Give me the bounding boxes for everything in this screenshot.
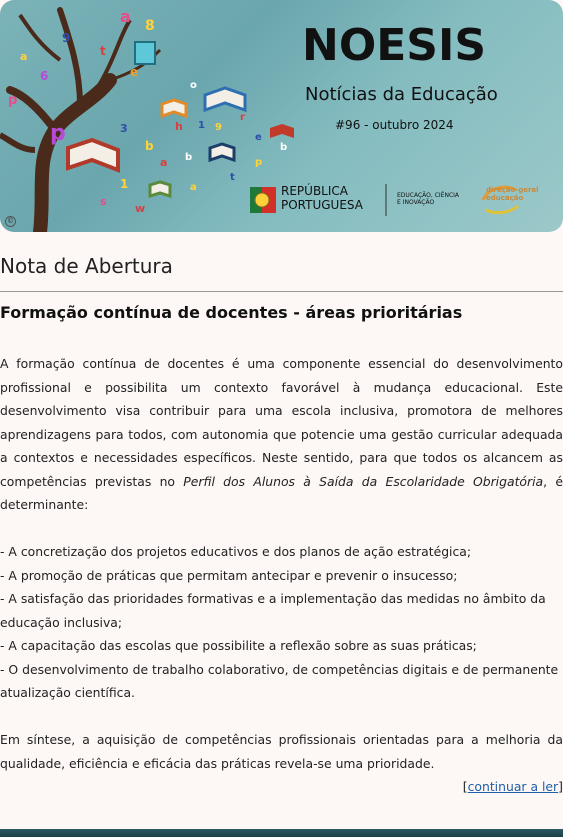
header-banner — [0, 0, 563, 232]
section-title: Nota de Abertura — [0, 254, 173, 278]
read-more: [continuar a ler] — [462, 779, 563, 794]
svg-text:t: t — [230, 172, 235, 183]
book-navy-icon — [210, 144, 234, 160]
svg-text:6: 6 — [40, 69, 49, 83]
svg-text:o: o — [190, 80, 197, 91]
bullet-item: - O desenvolvimento de trabalho colaborativo, de competências digitais e de permanente atualização científica. — [0, 661, 559, 700]
book-orange-icon — [162, 100, 186, 116]
article-body — [0, 352, 563, 799]
portugal-arms-logo — [250, 187, 276, 213]
bullet-item: - A concretização dos projetos educativos e dos planos de ação estratégica; — [0, 544, 472, 559]
svg-text:1: 1 — [198, 120, 205, 131]
svg-text:p: p — [8, 93, 18, 108]
book-red-icon — [68, 140, 118, 170]
svg-text:1: 1 — [120, 177, 129, 191]
newsletter-title: NOESIS — [302, 20, 487, 71]
svg-text:b: b — [145, 139, 154, 153]
article-intro: A formação contínua de docentes é uma componente essencial do desenvolvimento profissional e possibilita um contexto favorável à mudança educacional. Este desenvolvimento visa contribuir para uma escola inclusiva, promotora de melhores aprendizagens para todos, com autonomia que potencie uma gestão curricular adequada a contextos e necessidades específicos. Neste sentido, para que todos os alcancem as competências previstas no Perfil dos Alunos à Saída da Escolaridade Obrigatória, é determinante: — [0, 356, 563, 512]
svg-text:3: 3 — [120, 122, 128, 135]
profile-document-title: Perfil dos Alunos à Saída da Escolaridade Obrigatória — [183, 473, 544, 489]
svg-text:a: a — [120, 7, 131, 26]
svg-text:t: t — [100, 44, 106, 58]
svg-text:e: e — [255, 132, 262, 143]
svg-text:a: a — [20, 50, 28, 63]
issue-number: #96 - outubro 2024 — [335, 118, 454, 132]
divider — [0, 291, 563, 292]
article-conclusion: Em síntese, a aquisição de competências profissionais orientadas para a melhoria da qualidade, eficiência e eficácia das práticas revela-se uma prioridade. — [0, 732, 563, 771]
svg-text:b: b — [185, 152, 193, 163]
svg-text:a: a — [190, 182, 197, 193]
book-red2-icon — [270, 124, 294, 138]
footer-bar — [0, 829, 563, 837]
svg-text:r: r — [240, 112, 245, 123]
svg-text:b: b — [280, 142, 288, 153]
svg-text:e: e — [130, 65, 139, 79]
book-teal-icon — [135, 42, 155, 64]
newsletter-subtitle: Notícias da Educação — [305, 84, 498, 105]
bullet-item: - A capacitação das escolas que possibilite a reflexão sobre as suas práticas; — [0, 638, 477, 653]
continue-reading-link[interactable]: continuar a ler — [467, 779, 559, 794]
svg-text:9: 9 — [215, 122, 222, 133]
svg-text:8: 8 — [145, 18, 155, 34]
svg-text:9: 9 — [62, 31, 71, 45]
republica-portuguesa-label: REPÚBLICA PORTUGUESA — [281, 184, 363, 212]
book-blue-icon — [205, 88, 245, 110]
copyright-icon: © — [7, 217, 14, 225]
svg-text:w: w — [135, 202, 146, 215]
dge-label: direção-geral educação — [486, 186, 539, 202]
svg-text:p: p — [255, 157, 263, 168]
bullet-item: - A promoção de práticas que permitam antecipar e prevenir o insucesso; — [0, 567, 458, 583]
svg-text:a: a — [160, 156, 168, 169]
svg-text:p: p — [50, 121, 66, 146]
bullet-item: - A satisfação das prioridades formativas e a implementação das medidas no âmbito da educação inclusiva; — [0, 591, 546, 630]
ministry-label: EDUCAÇÃO, CIÊNCIA E INOVAÇÃO — [397, 192, 460, 206]
svg-text:s: s — [100, 195, 107, 208]
svg-text:h: h — [175, 120, 183, 133]
article-title: Formação contínua de docentes - áreas prioritárias — [0, 303, 463, 322]
book-green-icon — [150, 182, 170, 196]
